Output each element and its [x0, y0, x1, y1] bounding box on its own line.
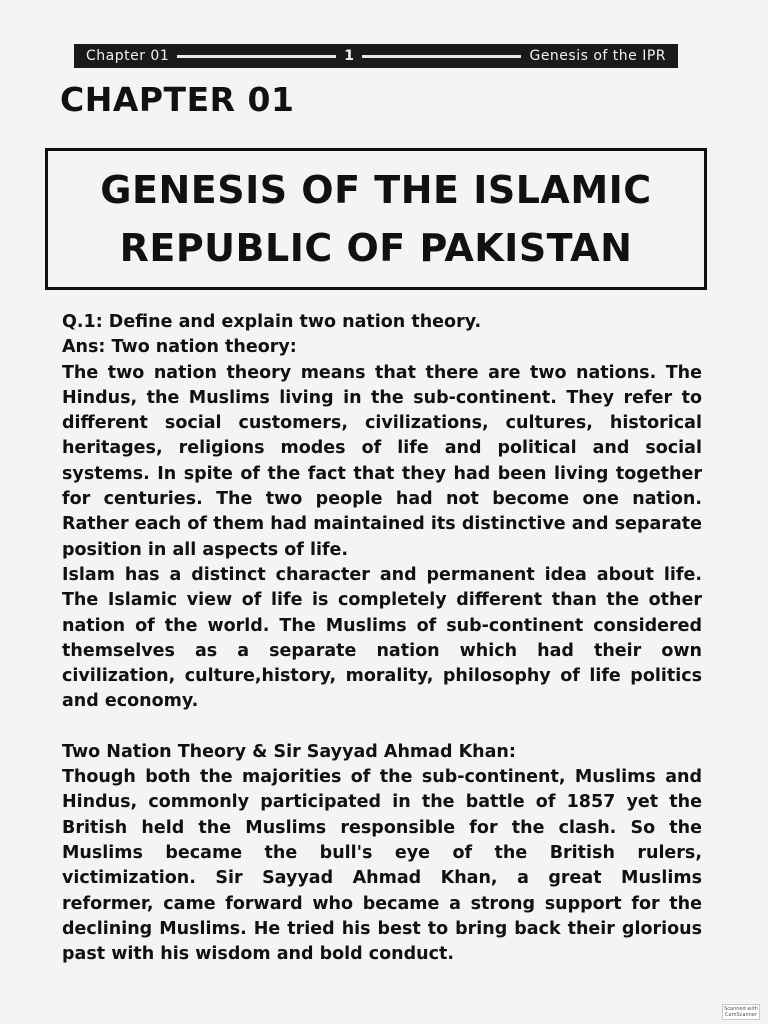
page-number: 1 — [344, 48, 355, 64]
question-heading: Q.1: Define and explain two nation theory. — [62, 312, 482, 332]
section-subheading: Two Nation Theory & Sir Sayyad Ahmad Khan: — [62, 741, 516, 762]
header-rule-right — [362, 55, 521, 58]
paragraph-1: The two nation theory means that there are two nations. The Hindus, the Muslims living in the sub-continent. They refer to different social customers, civilizations, cultures, historical heritages, religions modes of life and political and social systems. In spite of the fact that they had been living together for centuries. The two people had not become one nation. Rather each of them had maintained its distinctive and separate position in all aspects of life. — [62, 362, 702, 560]
answer-heading: Ans: Two nation theory: — [62, 337, 297, 358]
title-line-1: GENESIS OF THE ISLAMIC — [100, 168, 652, 212]
header-subject: Genesis of the IPR — [529, 48, 667, 64]
title-box — [45, 148, 707, 290]
scanner-watermark: Scanned with CamScanner — [722, 1004, 760, 1020]
header-chapter: Chapter 01 — [86, 48, 170, 64]
title-line-2: REPUBLIC OF PAKISTAN — [119, 226, 633, 270]
running-header — [74, 44, 678, 68]
paragraph-3: Though both the majorities of the sub-continent, Muslims and Hindus, commonly participated in the battle of 1857 yet the British held the Muslims responsible for the clash. So the Muslims became the bull's eye of the British rulers, victimization. Sir Sayyad Ahmad Khan, a great Muslims reformer, came forward who became a strong support for the declining Muslims. He tried his best to bring back their glorious past with his wisdom and bold conduct. — [62, 767, 702, 965]
chapter-label: CHAPTER 01 — [60, 80, 295, 119]
header-rule-left — [177, 55, 336, 58]
body-content — [62, 310, 702, 967]
paragraph-2: Islam has a distinct character and permanent idea about life. The Islamic view of life is completely different than the other nation of the world. The Muslims of sub-continent considered themselves as a separate nation which had their own civilization, culture,history, morality, philosophy of life politics and economy. — [62, 564, 702, 712]
